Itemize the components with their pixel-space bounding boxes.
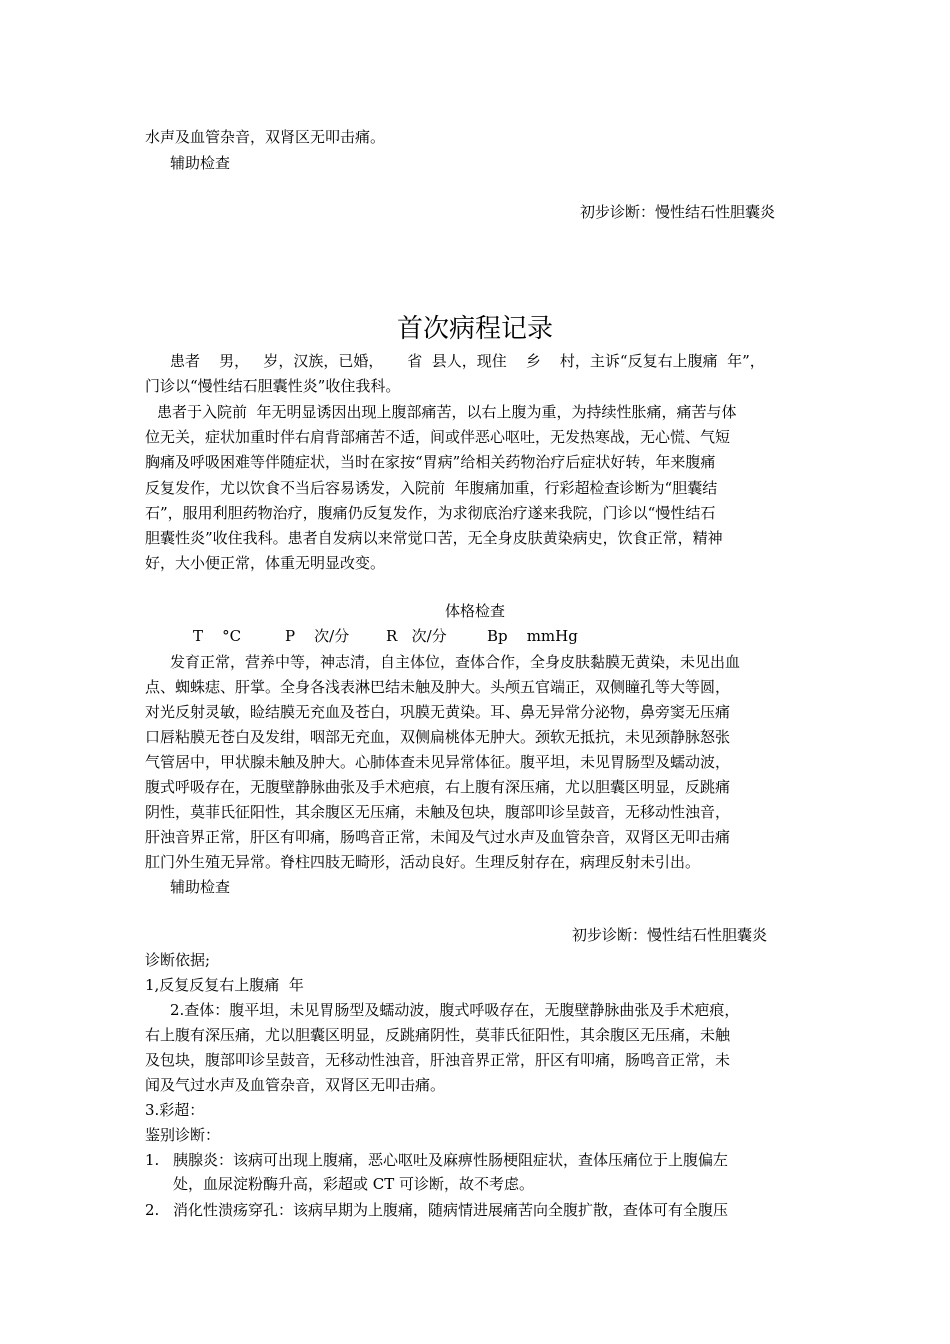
differential-2-line-1: 消化性溃疡穿孔：该病早期为上腹痛，随病情进展痛苦向全腹扩散，查体可有全腹压 [173, 1201, 729, 1219]
basis-item-2-line-2: 右上腹有深压痛，尤以胆囊区明显，反跳痛阴性，莫菲氏征阳性，其余腹区无压痛，未触 [145, 1026, 731, 1044]
history-line-7: 好，大小便正常，体重无明显改变。 [145, 554, 386, 572]
basis-item-2-line-1: 2.查体：腹平坦，未见胃肠型及蠕动波，腹式呼吸存在，无腹壁静脉曲张及手术疤痕， [170, 1001, 740, 1019]
history-line-5: 石”，服用利胆药物治疗，腹痛仍反复发作，为求彻底治疗遂来我院，门诊以“慢性结石 [145, 504, 716, 522]
vital-respiration: R 次/分 [386, 627, 447, 645]
differential-1-number: 1. [145, 1151, 160, 1169]
page-title: 首次病程记录 [396, 314, 553, 344]
history-line-1: 患者于入院前 年无明显诱因出现上腹部痛苦，以右上腹为重，为持续性胀痛，痛苦与体 [157, 403, 737, 421]
preliminary-diagnosis: 初步诊断：慢性结石性胆囊炎 [572, 926, 768, 944]
history-line-2: 位无关，症状加重时伴右肩背部痛苦不适，间或伴恶心呕吐，无发热寒战，无心慌、气短 [145, 428, 731, 446]
history-line-3: 胸痛及呼吸困难等伴随症状，当时在家按“胃病”给相关药物治疗后症状好转，年来腹痛 [145, 453, 716, 471]
exam-heading: 体格检查 [444, 602, 505, 620]
differential-heading: 鉴别诊断： [145, 1126, 221, 1144]
aux-exam-label: 辅助检查 [170, 878, 231, 896]
basis-item-2-line-4: 闻及气过水声及血管杂音，双肾区无叩击痛。 [145, 1076, 446, 1094]
vital-pulse: P 次/分 [285, 627, 350, 645]
basis-heading: 诊断依据; [145, 951, 211, 969]
exam-line-8: 肝浊音界正常，肝区有叩痛，肠鸣音正常，未闻及气过水声及血管杂音，双肾区无叩击痛 [145, 828, 731, 846]
prev-diagnosis: 初步诊断：慢性结石性胆囊炎 [580, 203, 776, 221]
basis-item-2-line-3: 及包块，腹部叩诊呈鼓音，无移动性浊音，肝浊音界正常，肝区有叩痛，肠鸣音正常，未 [145, 1051, 731, 1069]
exam-line-5: 气管居中，甲状腺未触及肿大。心肺体查未见异常体征。腹平坦，未见胃肠型及蠕动波， [145, 753, 731, 771]
vital-temperature: T °C [193, 627, 242, 645]
exam-line-6: 腹式呼吸存在，无腹壁静脉曲张及手术疤痕，右上腹有深压痛，尤以胆囊区明显，反跳痛 [145, 778, 731, 796]
vital-blood-pressure: Bp mmHg [487, 627, 578, 645]
differential-1-line-2: 处，血尿淀粉酶升高，彩超或 CT 可诊断，故不考虑。 [173, 1175, 535, 1193]
exam-line-2: 点、蜘蛛痣、肝掌。全身各浅表淋巴结未触及肿大。头颅五官端正，双侧瞳孔等大等圆， [145, 678, 731, 696]
basis-item-3: 3.彩超： [145, 1101, 205, 1119]
history-line-6: 胆囊性炎”收住我科。患者自发病以来常觉口苦，无全身皮肤黄染病史，饮食正常，精神 [145, 529, 723, 547]
prev-aux-exam-label: 辅助检查 [170, 154, 231, 172]
intro-line-1: 患者 男， 岁，汉族，已婚， 省 县人，现住 乡 村，主诉“反复右上腹痛 年”， [170, 352, 765, 370]
exam-line-3: 对光反射灵敏，睑结膜无充血及苍白，巩膜无黄染。耳、鼻无异常分泌物，鼻旁窦无压痛 [145, 703, 731, 721]
exam-line-1: 发育正常，营养中等，神志清，自主体位，查体合作，全身皮肤黏膜无黄染，未见出血 [170, 653, 741, 671]
exam-line-9: 肛门外生殖无异常。脊柱四肢无畸形，活动良好。生理反射存在，病理反射未引出。 [145, 853, 701, 871]
differential-1-line-1: 胰腺炎：该病可出现上腹痛，恶心呕吐及麻痹性肠梗阻症状，查体压痛位于上腹偏左 [173, 1151, 729, 1169]
differential-2-number: 2. [145, 1201, 160, 1219]
intro-line-2: 门诊以“慢性结石胆囊性炎”收住我科。 [145, 377, 401, 395]
prev-line-1: 水声及血管杂音，双肾区无叩击痛。 [145, 128, 386, 146]
basis-item-1: 1,反复反复右上腹痛 年 [145, 976, 304, 994]
exam-line-7: 阴性，莫菲氏征阳性，其余腹区无压痛，未触及包块，腹部叩诊呈鼓音，无移动性浊音， [145, 803, 731, 821]
history-line-4: 反复发作，尤以饮食不当后容易诱发，入院前 年腹痛加重，行彩超检查诊断为“胆囊结 [145, 479, 718, 497]
exam-line-4: 口唇粘膜无苍白及发绀，咽部无充血，双侧扁桃体无肿大。颈软无抵抗，未见颈静脉怒张 [145, 728, 731, 746]
